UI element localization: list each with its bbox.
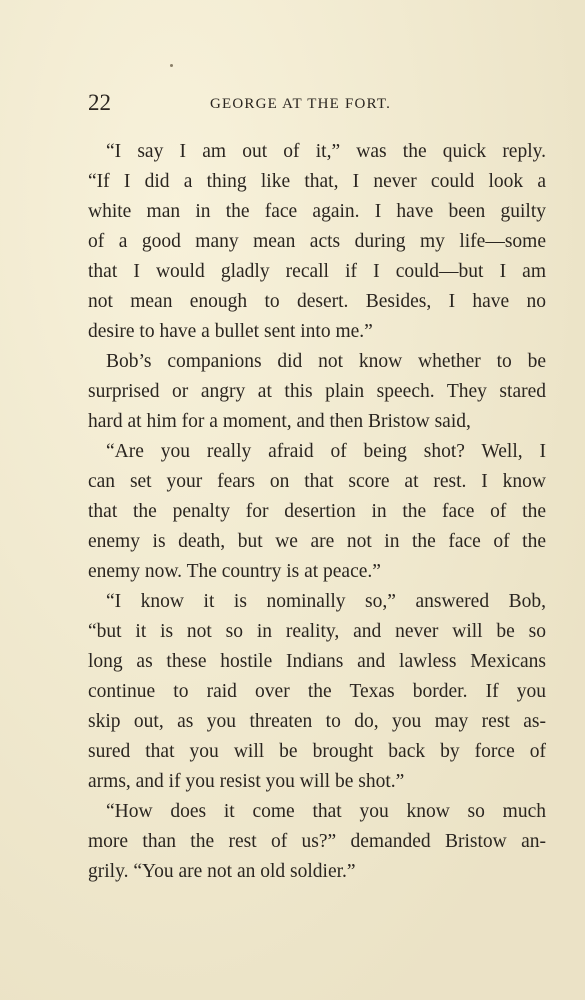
text-line: more than the rest of us?” demanded Bristow an- — [88, 831, 546, 852]
body-text — [88, 137, 546, 887]
text-line: surprised or angry at this plain speech. They stared — [88, 381, 546, 402]
page-number: 22 — [88, 90, 111, 115]
text-line: long as these hostile Indians and lawless Mexicans — [88, 651, 546, 672]
text-line: “Are you really afraid of being shot? Well, I — [106, 441, 546, 462]
text-line: enemy now. The country is at peace.” — [88, 561, 381, 582]
text-line: desire to have a bullet sent into me.” — [88, 321, 373, 342]
text-line: white man in the face again. I have been guilty — [88, 201, 546, 222]
text-line: continue to raid over the Texas border. If you — [88, 681, 546, 702]
text-line: “I know it is nominally so,” answered Bob, — [106, 591, 546, 612]
text-line: “I say I am out of it,” was the quick reply. — [106, 141, 546, 162]
running-head: GEORGE AT THE FORT. — [210, 96, 392, 112]
text-line: “but it is not so in reality, and never will be so — [88, 621, 546, 642]
text-line: “How does it come that you know so much — [106, 801, 546, 822]
text-line: not mean enough to desert. Besides, I have no — [88, 291, 546, 312]
text-line: hard at him for a moment, and then Bristow said, — [88, 411, 471, 432]
text-line: arms, and if you resist you will be shot.” — [88, 771, 405, 792]
text-line: Bob’s companions did not know whether to be — [106, 351, 546, 372]
text-line: that the penalty for desertion in the face of the — [88, 501, 546, 522]
text-line: can set your fears on that score at rest. I know — [88, 471, 546, 492]
page-header — [88, 88, 548, 118]
text-line: grily. “You are not an old soldier.” — [88, 861, 356, 882]
text-line: skip out, as you threaten to do, you may rest as- — [88, 711, 546, 732]
text-line: that I would gladly recall if I could—but I am — [88, 261, 546, 282]
paper-speck — [170, 64, 173, 67]
text-line: enemy is death, but we are not in the face of the — [88, 531, 546, 552]
text-line: sured that you will be brought back by force of — [88, 741, 546, 762]
text-line: “If I did a thing like that, I never could look a — [88, 171, 546, 192]
text-line: of a good many mean acts during my life—some — [88, 231, 546, 252]
